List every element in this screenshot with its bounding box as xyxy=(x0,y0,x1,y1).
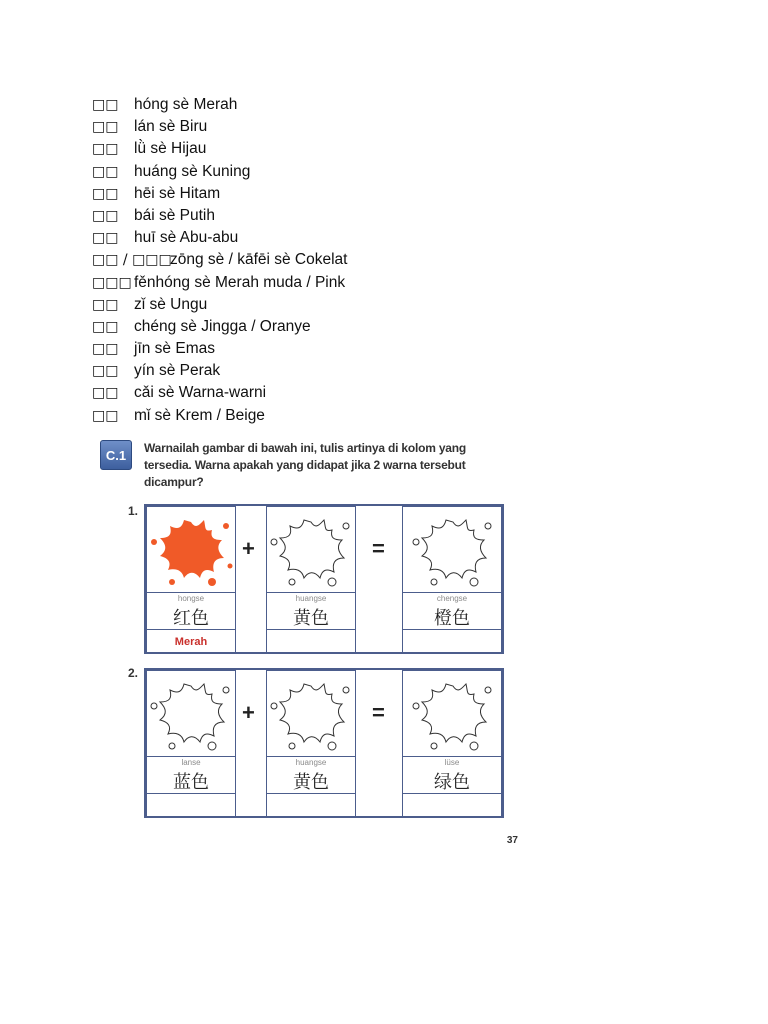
vocabulary-list xyxy=(92,94,348,427)
pinyin-label: huangse xyxy=(295,594,327,603)
equals-sign: = xyxy=(372,700,385,725)
vocab-row xyxy=(92,227,348,249)
vocab-text: bái sè Putih xyxy=(134,206,215,224)
hanzi-placeholder: □□ xyxy=(92,207,119,224)
plus-sign: + xyxy=(242,536,255,561)
hanzi-placeholder: □□ xyxy=(92,341,119,358)
paint-splash-outline xyxy=(268,672,354,752)
vocab-text: chéng sè Jingga / Oranye xyxy=(134,317,311,335)
hanzi-placeholder: □□ xyxy=(92,296,119,313)
exercise-badge: C.1 xyxy=(100,440,132,470)
vocab-text: mǐ sè Krem / Beige xyxy=(134,406,265,424)
hanzi-placeholder: □□ xyxy=(92,185,119,202)
exercise-instruction: Warnailah gambar di bawah ini, tulis artinya di kolom yang tersedia. Warna apakah yang didapat jika 2 warna tersebut dicampur? xyxy=(144,441,467,489)
vocab-row xyxy=(92,205,348,227)
hanzi-placeholder: □□ xyxy=(92,363,119,380)
vocab-row xyxy=(92,94,348,116)
vocab-row xyxy=(92,249,348,271)
vocab-text: yín sè Perak xyxy=(134,362,221,380)
plus-sign: + xyxy=(242,700,255,725)
question-number: 2. xyxy=(128,666,139,680)
vocab-row xyxy=(92,338,348,360)
vocab-text: hóng sè Merah xyxy=(134,96,238,113)
hanzi-label: 红色 xyxy=(173,608,209,629)
hanzi-placeholder: □□□ xyxy=(92,274,132,291)
paint-splash-filled xyxy=(148,508,234,588)
vocab-text: huī sè Abu-abu xyxy=(134,229,239,247)
vocab-row xyxy=(92,138,348,160)
vocab-row xyxy=(92,382,348,404)
page-number: 37 xyxy=(506,835,518,846)
paint-splash-outline xyxy=(268,508,354,588)
hanzi-placeholder: □□ xyxy=(92,141,119,158)
vocab-text: jīn sè Emas xyxy=(134,340,215,358)
paint-splash-outline xyxy=(408,672,498,752)
hanzi-label: 绿色 xyxy=(434,772,470,793)
answer-text[interactable]: Merah xyxy=(174,636,208,648)
pinyin-label: huangse xyxy=(295,758,327,767)
hanzi-placeholder: □□ xyxy=(92,385,119,402)
pinyin-label: chengse xyxy=(436,594,468,603)
vocab-row xyxy=(92,405,348,427)
vocab-text: hēi sè Hitam xyxy=(134,184,221,202)
hanzi-label: 黄色 xyxy=(293,772,329,793)
hanzi-label: 橙色 xyxy=(434,608,470,629)
vocab-text: fěnhóng sè Merah muda / Pink xyxy=(134,273,346,291)
paint-splash-outline xyxy=(408,508,498,588)
equals-sign: = xyxy=(372,536,385,561)
hanzi-label: 黄色 xyxy=(293,608,329,629)
hanzi-placeholder: □□ xyxy=(92,230,119,247)
vocab-row xyxy=(92,161,348,183)
hanzi-placeholder: □□ xyxy=(92,407,119,424)
vocab-text: lǜ sè Hijau xyxy=(134,140,207,158)
vocab-row xyxy=(92,294,348,316)
exercise-scan xyxy=(92,428,532,848)
hanzi-placeholder: □□ xyxy=(92,163,119,180)
vocab-text: huáng sè Kuning xyxy=(134,162,251,180)
paint-splash-outline xyxy=(148,672,234,752)
vocab-text: zōng sè / kāfēi sè Cokelat xyxy=(170,251,348,269)
pinyin-label: lanse xyxy=(181,758,201,767)
vocab-row xyxy=(92,272,348,294)
vocab-row xyxy=(92,116,348,138)
question-grid xyxy=(144,668,504,818)
vocab-row xyxy=(92,316,348,338)
hanzi-placeholder: □□ xyxy=(92,97,119,113)
vocab-text: lán sè Biru xyxy=(134,118,208,136)
vocab-text: cǎi sè Warna-warni xyxy=(134,384,267,402)
question-grid xyxy=(144,504,504,654)
hanzi-placeholder: □□ / □□□ xyxy=(92,252,172,269)
vocab-row xyxy=(92,360,348,382)
vocab-text: zǐ sè Ungu xyxy=(134,295,208,313)
pinyin-label: hongse xyxy=(177,594,205,603)
question-number: 1. xyxy=(128,504,139,518)
vocab-row xyxy=(92,183,348,205)
hanzi-placeholder: □□ xyxy=(92,119,119,136)
pinyin-label: lüse xyxy=(444,758,460,767)
hanzi-label: 蓝色 xyxy=(173,772,209,793)
hanzi-placeholder: □□ xyxy=(92,318,119,335)
